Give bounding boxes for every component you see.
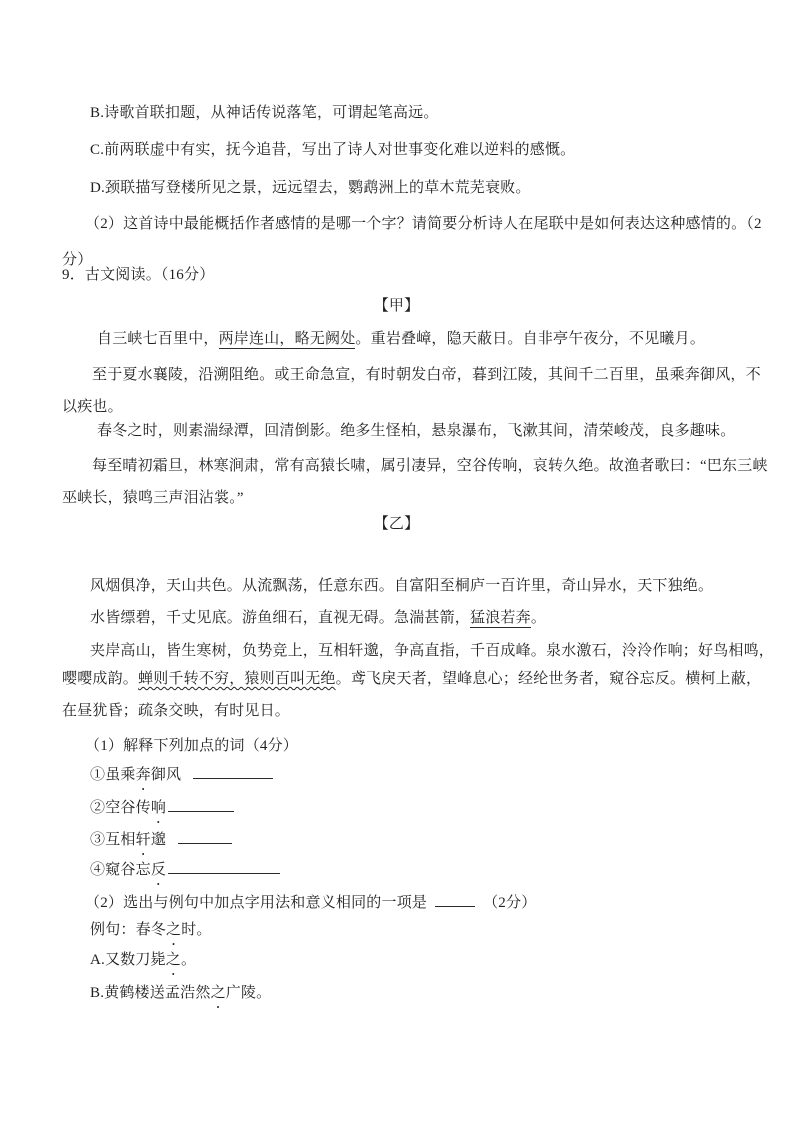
yi-p3-line1-text: 夹岸高山，皆生寒树，负势竞上，互相轩邈，争高直指，千百成峰。泉水激石，泠泠作响；好鸟相鸣，: [90, 643, 775, 659]
q9-sub2-option-a: [90, 950, 196, 970]
jia-p4-line1-text: 每至晴初霜旦，林寒涧肃，常有高猿长啸，属引凄异，空谷传响，哀转久绝。故渔者歌曰：“巴东三峡: [92, 458, 768, 474]
q9-heading-text: 9．古文阅读。（16分）: [62, 267, 215, 283]
jia-p2-line1-text: 至于夏水襄陵，沿溯阻绝。或王命急宣，有时朝发白帝，暮到江陵，其间千二百里，虽乘奔御风，不: [92, 367, 761, 383]
optionA-dotted-char: 之: [165, 952, 181, 968]
jia-p1-pre: 自三峡七百里中，: [97, 331, 219, 347]
item4-dotted-char: 反: [150, 862, 167, 878]
passage-jia-p4-line2: [62, 488, 244, 508]
item3-dotted-char: 轩: [135, 832, 151, 848]
passage-jia-p2-line1: [92, 365, 761, 385]
jia-p2-line2-text: 以疾也。: [62, 399, 123, 415]
item4-pre: ④窥谷忘: [90, 862, 151, 878]
example-post: 时。: [181, 922, 212, 938]
passage-yi-label: [0, 514, 793, 534]
q9-sub1-prompt-text: （1）解释下列加点的词（4分）: [85, 738, 299, 754]
q9-heading: [62, 265, 214, 285]
q8-sub2-prompt-line1: [85, 214, 762, 234]
q9-sub2-prompt: [85, 891, 536, 913]
q9-sub1-prompt: [85, 736, 298, 756]
q8-sub2-prompt-text: （2）这首诗中最能概括作者感情的是哪一个字？请简要分析诗人在尾联中是如何表达这种感情的。（2: [85, 216, 762, 232]
passage-yi-p3-line2: [62, 669, 761, 689]
item1-dotted-char: 奔: [135, 767, 151, 783]
passage-jia-p2-line2: [62, 397, 123, 417]
q9-sub2-prompt-pre: （2）选出与例句中加点字用法和意义相同的一项是: [85, 895, 428, 911]
item1-post: 御风: [150, 767, 182, 783]
yi-p1-text: 风烟俱净，天山共色。从流飘荡，任意东西。自富阳至桐庐一百许里，奇山异水，天下独绝。: [90, 578, 714, 594]
passage-jia-p1: [97, 329, 705, 349]
yi-p3-line2-post: 。鸢飞戾天者，望峰息心；经纶世务者，窥谷忘反。横柯上蔽，: [335, 671, 762, 687]
q9-sub2-example: [90, 920, 212, 940]
optionA-post: 。: [181, 952, 197, 968]
q8-sub2-prompt-text2: 分）: [62, 252, 93, 268]
jia-p1-underlined-phrase: 两岸连山，略无阙处: [218, 331, 356, 347]
q9-sub2-prompt-post: （2分）: [483, 895, 537, 911]
yi-p2-post: 。: [530, 610, 547, 626]
q8-option-d-text: D.颈联描写登楼所见之景，远远望去，鹦鹉洲上的草木荒芜衰败。: [90, 180, 531, 196]
q8-option-c-text: C.前两联虚中有实，抚今追昔，写出了诗人对世事变化难以逆料的感慨。: [90, 142, 576, 158]
yi-p2-underlined-phrase: 猛浪若奔: [470, 610, 531, 626]
answer-blank-item1[interactable]: [193, 763, 273, 779]
q9-sub1-item2: [90, 796, 234, 818]
passage-jia-p3: [97, 421, 735, 441]
optionA-pre: A.又数刀毙: [90, 952, 166, 968]
example-dotted-char: 之: [166, 922, 182, 938]
jia-p4-line2-text: 巫峡长，猿鸣三声泪沾裳。”: [62, 490, 244, 506]
q8-option-b: [90, 103, 439, 123]
passage-jia-label: [0, 296, 793, 316]
yi-p3-line2-pre: 嘤嘤成韵。: [62, 671, 139, 687]
answer-blank-item2[interactable]: [168, 796, 234, 812]
jia-p1-post: 。重岩叠嶂，隐天蔽日。自非亭午夜分，不见曦月。: [355, 331, 706, 347]
optionB-dotted-char: 之: [210, 985, 226, 1001]
passage-yi-label-text: 【乙】: [373, 516, 420, 532]
passage-yi-p3-line3: [62, 701, 290, 721]
jia-p3-text: 春冬之时，则素湍绿潭，回清倒影。绝多生怪柏，悬泉瀑布，飞漱其间，清荣峻茂，良多趣味。: [97, 423, 736, 439]
item3-post: 邈: [150, 832, 167, 848]
item2-dotted-char: 响: [150, 800, 167, 816]
passage-yi-p3-line1: [90, 641, 774, 661]
optionB-post: 广陵。: [225, 985, 272, 1001]
passage-jia-p4-line1: [92, 456, 768, 476]
passage-yi-p2: [90, 608, 546, 628]
answer-blank-item3[interactable]: [178, 828, 232, 844]
q9-sub2-option-b: [90, 983, 271, 1003]
item2-pre: ②空谷传: [90, 800, 151, 816]
answer-blank-sub2[interactable]: [435, 891, 475, 907]
q9-sub1-item3: [90, 828, 232, 850]
passage-jia-label-text: 【甲】: [373, 298, 420, 314]
q8-option-c: [90, 140, 575, 160]
optionB-pre: B.黄鹤楼送孟浩然: [90, 985, 211, 1001]
item3-pre: ③互相: [90, 832, 136, 848]
q8-option-b-text: B.诗歌首联扣题，从神话传说落笔，可谓起笔高远。: [90, 105, 439, 121]
yi-p3-line3-text: 在昼犹昏；疏条交映，有时见日。: [62, 703, 291, 719]
passage-yi-p1: [90, 576, 713, 596]
item1-pre: ①虽乘: [90, 767, 136, 783]
q9-sub1-item1: [90, 763, 273, 785]
yi-p3-wavy-phrase: 蝉则千转不穷，猿则百叫无绝: [138, 671, 336, 687]
q8-option-d: [90, 178, 531, 198]
example-pre: 例句：春冬: [90, 922, 167, 938]
q9-sub1-item4: [90, 858, 280, 880]
answer-blank-item4[interactable]: [168, 858, 280, 874]
yi-p2-pre: 水皆缥碧，千丈见底。游鱼细石，直视无碍。急湍甚箭，: [90, 610, 471, 626]
